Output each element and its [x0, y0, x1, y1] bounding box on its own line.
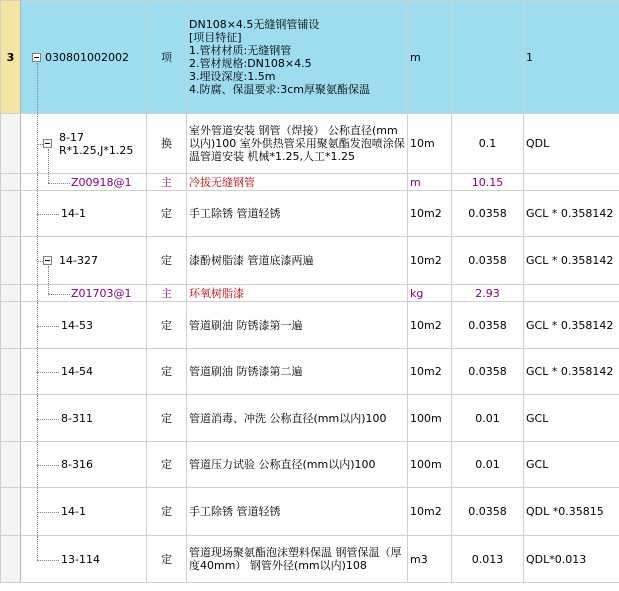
- item-type: 定: [161, 207, 172, 220]
- quantity-expression: 1: [526, 50, 533, 64]
- quantity-expression: GCL: [526, 458, 549, 471]
- description-cell[interactable]: [187, 395, 408, 442]
- unit-cell[interactable]: [408, 174, 452, 191]
- quantity-expression: GCL: [526, 411, 549, 425]
- item-description: 管道刷油 防锈漆第一遍: [189, 318, 303, 332]
- item-code: 8-17 R*1.25,J*1.25: [59, 130, 134, 157]
- row-index-cell: [1, 442, 21, 488]
- row-index-cell: [1, 285, 21, 302]
- quota-row[interactable]: [1, 442, 619, 488]
- description-cell[interactable]: [187, 285, 408, 302]
- item-description: 管道压力试验 公称直径(mm以内)100: [189, 458, 376, 471]
- description-cell[interactable]: [187, 349, 408, 395]
- row-index: 3: [6, 50, 15, 64]
- item-code: 14-1: [61, 207, 86, 220]
- quota-row[interactable]: [1, 536, 619, 583]
- unit-cell[interactable]: [408, 395, 452, 442]
- description-cell[interactable]: [187, 114, 408, 174]
- item-description: 漆酚树脂漆 管道底漆两遍: [189, 254, 314, 267]
- expression-cell[interactable]: [524, 349, 619, 395]
- item-description: 管道消毒、冲洗 公称直径(mm以内)100: [189, 411, 387, 425]
- row-index-cell: [1, 488, 21, 536]
- quantity-cell[interactable]: [452, 1, 524, 114]
- item-type: 定: [161, 365, 172, 378]
- item-unit: 10m2: [410, 365, 442, 378]
- code-cell[interactable]: [21, 536, 147, 583]
- material-row[interactable]: [1, 174, 619, 191]
- item-description: 环氧树脂漆: [189, 286, 244, 300]
- item-unit: 10m2: [410, 254, 442, 267]
- item-code: 14-1: [61, 505, 86, 518]
- expression-cell[interactable]: [524, 442, 619, 488]
- item-type: 项: [161, 50, 172, 64]
- row-index-cell: [1, 191, 21, 237]
- type-cell[interactable]: [147, 191, 187, 237]
- expression-cell[interactable]: [524, 302, 619, 349]
- item-description: 管道现场聚氨酯泡沫塑料保温 钢管保温（厚度40mm） 钢管外径(mm以内)108: [189, 546, 402, 572]
- item-unit: 10m2: [410, 318, 442, 332]
- type-cell[interactable]: [147, 536, 187, 583]
- type-cell[interactable]: [147, 488, 187, 536]
- unit-cell[interactable]: [408, 114, 452, 174]
- unit-cell[interactable]: [408, 536, 452, 583]
- item-unit: 10m2: [410, 505, 442, 518]
- item-quantity: 0.013: [471, 552, 504, 566]
- expression-cell[interactable]: [524, 488, 619, 536]
- quantity-expression: QDL *0.35815: [526, 505, 604, 518]
- item-type: 定: [161, 254, 172, 267]
- code-cell[interactable]: [21, 114, 147, 174]
- quota-row[interactable]: [1, 302, 619, 349]
- type-cell[interactable]: [147, 302, 187, 349]
- item-code: 8-316: [61, 458, 93, 471]
- material-row[interactable]: [1, 285, 619, 302]
- expression-cell[interactable]: [524, 536, 619, 583]
- item-type: 主: [161, 286, 172, 300]
- expression-cell[interactable]: [524, 285, 619, 302]
- item-quantity: 10.15: [471, 175, 504, 189]
- code-cell[interactable]: [21, 1, 147, 114]
- item-quantity: 0.01: [475, 458, 500, 471]
- item-description: 手工除锈 管道轻锈: [189, 207, 281, 220]
- item-type: 换: [161, 137, 172, 150]
- item-unit: m: [410, 50, 421, 64]
- quantity-expression: GCL * 0.358142: [526, 254, 614, 267]
- quota-row[interactable]: [1, 395, 619, 442]
- quota-row[interactable]: [1, 114, 619, 174]
- item-type: 定: [161, 318, 172, 332]
- item-description: 冷拔无缝钢管: [189, 175, 255, 189]
- unit-cell[interactable]: [408, 302, 452, 349]
- unit-cell[interactable]: [408, 488, 452, 536]
- item-type: 定: [161, 552, 172, 566]
- quota-row[interactable]: [1, 191, 619, 237]
- type-cell[interactable]: [147, 442, 187, 488]
- quantity-expression: QDL*0.013: [526, 552, 587, 566]
- row-index-cell: [1, 302, 21, 349]
- type-cell[interactable]: [147, 349, 187, 395]
- item-code: 030801002002: [45, 50, 129, 64]
- quota-row[interactable]: [1, 349, 619, 395]
- code-cell[interactable]: [21, 302, 147, 349]
- row-index-cell: [1, 174, 21, 191]
- item-quantity: 0.0358: [468, 254, 507, 267]
- item-unit: m3: [410, 552, 428, 566]
- expression-cell[interactable]: [524, 114, 619, 174]
- item-description: 室外管道安装 钢管（焊接） 公称直径(mm以内)100 室外供热管采用聚氨酯发泡喷涂保温管道安装 机械*1.25,人工*1.25: [189, 124, 405, 163]
- code-cell[interactable]: [21, 285, 147, 302]
- item-unit: m: [410, 175, 421, 189]
- expression-cell[interactable]: [524, 237, 619, 285]
- item-code: 14-53: [61, 318, 93, 332]
- expression-cell[interactable]: [524, 1, 619, 114]
- row-index-cell: [1, 395, 21, 442]
- quantity-cell[interactable]: [452, 488, 524, 536]
- code-cell[interactable]: [21, 395, 147, 442]
- quantity-expression: QDL: [526, 137, 550, 150]
- type-cell[interactable]: [147, 174, 187, 191]
- code-cell[interactable]: [21, 349, 147, 395]
- expression-cell[interactable]: [524, 191, 619, 237]
- item-quantity: 0.1: [478, 137, 497, 150]
- quantity-cell[interactable]: [452, 536, 524, 583]
- row-index-cell: [1, 114, 21, 174]
- item-unit: 10m: [410, 137, 435, 150]
- code-cell[interactable]: [21, 237, 147, 285]
- row-index-cell: [1, 1, 21, 114]
- item-unit: 10m2: [410, 207, 442, 220]
- type-cell[interactable]: [147, 395, 187, 442]
- quantity-cell[interactable]: [452, 302, 524, 349]
- quantity-expression: GCL * 0.358142: [526, 365, 614, 378]
- item-unit: 100m: [410, 458, 442, 471]
- item-code: 14-327: [59, 254, 98, 267]
- quantity-cell[interactable]: [452, 349, 524, 395]
- quantity-cell[interactable]: [452, 442, 524, 488]
- item-quantity: 0.01: [475, 411, 500, 425]
- item-description: 管道刷油 防锈漆第二遍: [189, 365, 303, 378]
- item-code: Z01703@1: [71, 286, 132, 300]
- item-type: 定: [161, 505, 172, 518]
- item-quantity: 2.93: [475, 286, 500, 300]
- quota-row[interactable]: [1, 237, 619, 285]
- type-cell[interactable]: [147, 1, 187, 114]
- item-quantity: 0.0358: [468, 505, 507, 518]
- item-type: 定: [161, 458, 172, 471]
- item-type: 定: [161, 411, 172, 425]
- quantity-cell[interactable]: [452, 285, 524, 302]
- description-cell[interactable]: [187, 174, 408, 191]
- unit-cell[interactable]: [408, 237, 452, 285]
- type-cell[interactable]: [147, 114, 187, 174]
- row-index-cell: [1, 536, 21, 583]
- quantity-cell[interactable]: [452, 191, 524, 237]
- code-cell[interactable]: [21, 191, 147, 237]
- description-cell[interactable]: [187, 488, 408, 536]
- item-unit: kg: [410, 286, 424, 300]
- item-quantity: 0.0358: [468, 318, 507, 332]
- type-cell[interactable]: [147, 285, 187, 302]
- code-cell[interactable]: [21, 442, 147, 488]
- item-code: 14-54: [61, 365, 93, 378]
- code-cell[interactable]: [21, 488, 147, 536]
- quota-row[interactable]: [1, 488, 619, 536]
- row-index-cell: [1, 237, 21, 285]
- unit-cell[interactable]: [408, 442, 452, 488]
- item-description: 手工除锈 管道轻锈: [189, 505, 281, 518]
- unit-cell[interactable]: [408, 285, 452, 302]
- unit-cell[interactable]: [408, 191, 452, 237]
- description-cell[interactable]: [187, 442, 408, 488]
- item-code: 8-311: [61, 411, 93, 425]
- item-code: 13-114: [61, 552, 100, 566]
- item-description: DN108×4.5无缝钢管铺设 [项目特征] 1.管材材质:无缝钢管 2.管材规格:DN108×4.5 3.埋设深度:1.5m 4.防腐、保温要求:3cm厚聚氨酯保温: [189, 18, 370, 96]
- quantity-expression: GCL * 0.358142: [526, 207, 614, 220]
- item-code: Z00918@1: [71, 175, 132, 189]
- expression-cell[interactable]: [524, 174, 619, 191]
- quantity-expression: GCL * 0.358142: [526, 318, 614, 332]
- description-cell[interactable]: [187, 237, 408, 285]
- description-cell[interactable]: [187, 302, 408, 349]
- unit-cell[interactable]: [408, 349, 452, 395]
- quantity-cell[interactable]: [452, 174, 524, 191]
- type-cell[interactable]: [147, 237, 187, 285]
- quantity-cell[interactable]: [452, 395, 524, 442]
- bill-item-row[interactable]: [1, 1, 619, 114]
- expression-cell[interactable]: [524, 395, 619, 442]
- description-cell[interactable]: [187, 536, 408, 583]
- description-cell[interactable]: [187, 191, 408, 237]
- item-quantity: 0.0358: [468, 365, 507, 378]
- unit-cell[interactable]: [408, 1, 452, 114]
- row-index-cell: [1, 349, 21, 395]
- quantity-cell[interactable]: [452, 237, 524, 285]
- quantity-cell[interactable]: [452, 114, 524, 174]
- item-unit: 100m: [410, 411, 442, 425]
- code-cell[interactable]: [21, 174, 147, 191]
- description-cell[interactable]: [187, 1, 408, 114]
- item-quantity: 0.0358: [468, 207, 507, 220]
- item-type: 主: [161, 175, 172, 189]
